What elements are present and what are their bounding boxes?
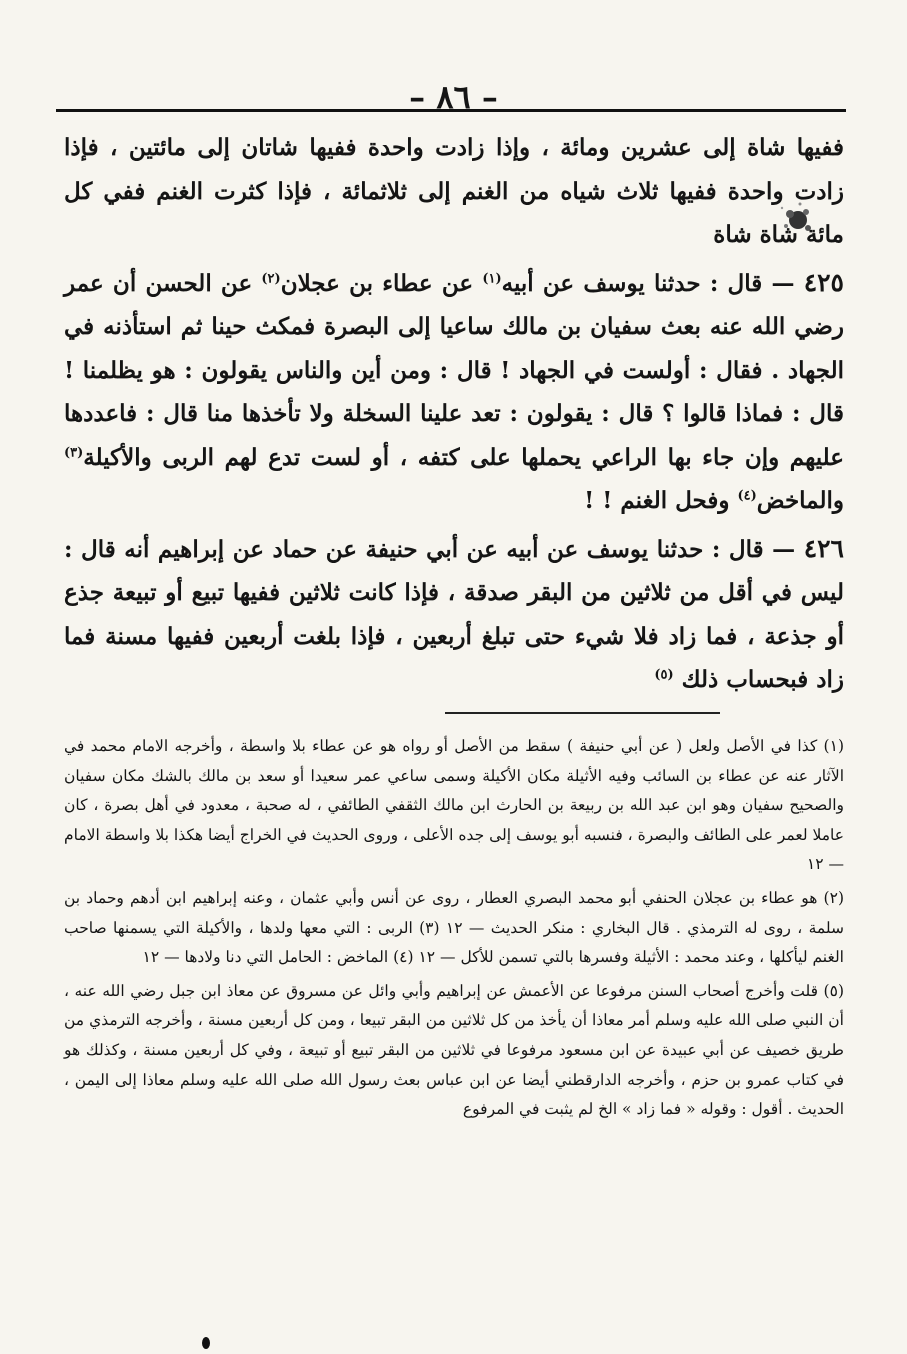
footnote-rule	[445, 712, 720, 714]
header-rule	[56, 109, 846, 112]
footnote-ref: (١)	[482, 270, 502, 286]
hadith-text: وفحل الغنم ! !	[584, 487, 738, 514]
hadith-number: ٤٢٦	[803, 533, 844, 563]
footnote-5: (٥) قلت وأخرج أصحاب السنن مرفوعا عن الأعمش عن إبراهيم وأبي وائل عن مسروق عن معاذ ابن جبل رضي الله عنه ، أن النبي صلى الله عليه وسلم أمر معاذا أن يأخذ من كل ثلاثين من البقر تبيعا ، ومن كل أربعين مسنة ، وأخرجه الترمذي من طريق خصيف عن أبي عبيدة عن ابن مسعود مرفوعا في ثلاثين من البقر تبيع أو تبيعة ، وفي كل أربعين مسنة ، وكذلك هو في كتاب عمرو بن حزم ، وأخرجه الدارقطني أيضا عن ابن عباس بعث رسول الله صلى الله عليه وسلم معاذا إلى اليمن ، الحديث . أقول : وقوله « فما زاد » الخ لم يثبت في المرفوع	[64, 981, 844, 1119]
hadith-text: عن عطاء بن عجلان	[280, 269, 483, 297]
main-text	[64, 126, 844, 702]
hadith-text: — قال : حدثنا يوسف عن أبيه عن أبي حنيفة عن حماد عن إبراهيم أنه قال : ليس في أقل من ثلاثين من البقر صدقة ، فإذا كانت ثلاثين ففيها تبيع أو تبيعة جذع أو جذعة ، فما زاد فلا شيء حتى تبلغ أربعين ، فإذا بلغت أربعين ففيها مسنة فما زاد فبحساب ذلك	[64, 535, 844, 693]
footnote-ref: (٤)	[737, 488, 757, 504]
page-number: – ٨٦ –	[409, 78, 498, 116]
ink-speck-decoration	[201, 1336, 211, 1350]
hadith-number: ٤٢٥	[803, 267, 844, 297]
paragraph-continuation: ففيها شاة إلى عشرين ومائة ، وإذا زادت واحدة ففيها شاتان إلى مائتين ، فإذا زادت واحدة ففيها ثلاث شياه من الغنم إلى ثلاثمائة ، فإذا كثرت الغنم ففي كل مائة شاة شاة	[64, 134, 844, 248]
footnotes	[64, 732, 844, 1125]
footnote-ref: (٥)	[654, 667, 674, 683]
footnote-1: (١) كذا في الأصل ولعل ( عن أبي حنيفة ) سقط من الأصل أو رواه هو عن عطاء بلا واسطة ، وأخرجه الامام محمد في الآثار عنه عن عطاء بن السائب وفيه الأثيلة مكان الأكيلة وسمى ساعي عمر سعيدا أو سعد بن مالك بالشك مكان سفيان والصحيح سفيان وهو ابن عبد الله بن ربيعة بن الحارث ابن مالك الثقفي الطائفي ، له صحبة ، معدود في أهل بصرة ، كان عاملا لعمر على الطائف والبصرة ، فنسبه أبو يوسف إلى جده الأعلى ، وروى الحديث في الخراج أيضا هكذا بلا واسطة الامام — ١٢	[64, 737, 844, 874]
hadith-text: — قال : حدثنا يوسف عن أبيه	[501, 269, 804, 297]
hadith-425	[64, 261, 844, 523]
footnote-ref: (٣)	[64, 444, 84, 460]
hadith-text: عن الحسن أن عمر رضي الله عنه بعث سفيان بن مالك ساعيا إلى البصرة فمكث حينا ثم استأذنه في الجهاد . فقال : أولست في الجهاد ! قال : ومن أين والناس يقولون : هو يظلمنا ! قال : فماذا قالوا ؟ قال : يقولون : تعد علينا السخلة ولا تأخذها منا قال : فاعددها عليهم وإن جاء بها الراعي يحملها على كتفه ، أو لست تدع لهم الربى والأكيلة	[64, 269, 844, 471]
footnote-ref: (٢)	[261, 270, 281, 286]
footnote-2-3-4: (٢) هو عطاء بن عجلان الحنفي أبو محمد البصري العطار ، روى عن أنس وأبي عثمان ، وعنه إبراهيم ابن أدهم وحماد بن سلمة ، روى له الترمذي . قال البخاري : منكر الحديث — ١٢ (٣) الربى : التي معها ولدها ، والأكيلة التي يسمنها صاحب الغنم ليأكلها ، وعند محمد : الأثيلة وفسرها بالتي تسمن للأكل — ١٢ (٤) الماخض : الحامل التي دنا ولادها — ١٢	[64, 888, 844, 967]
hadith-text: والماخض	[756, 487, 844, 514]
hadith-426	[64, 527, 844, 702]
